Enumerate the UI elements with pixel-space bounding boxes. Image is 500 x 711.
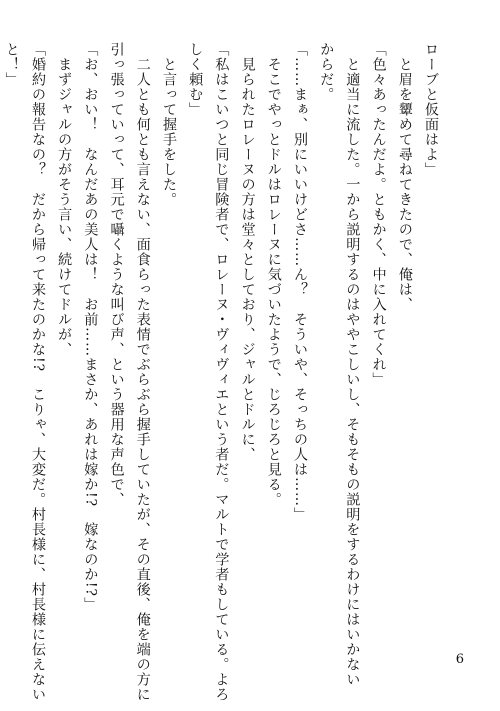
text-line-3: 「色々あったんだよ。ともかく、中に入れてくれ」 — [370, 42, 387, 387]
text-line-11: と言って握手をした。 — [160, 42, 177, 207]
text-line-16: 「婚約の報告なの？ だから帰って来たのかな!? こりゃ、大変だ。村長様に、村長様に伝えない — [29, 42, 46, 702]
vertical-text-block — [0, 42, 444, 702]
text-line-14: 「お、おい！ なんだあの美人は！ お前……まさか、あれは嫁か!? 嫁なのか!?」 — [82, 42, 99, 612]
text-line-6: 「……まぁ、別にいいけどさ……ん？ そういや、そっちの人は……」 — [291, 42, 308, 522]
text-line-17: と！」 — [3, 42, 20, 87]
text-line-9: 「私はこいつと同じ冒険者で、ロレーヌ・ヴィヴィエという者だ。マルトで学者もしている。よろ — [213, 42, 230, 702]
text-line-12: 二人とも何とも言えない、面食らった表情でぶらぶら握手していたが、その直後、俺を端の方に — [134, 42, 151, 702]
text-line-13: 引っ張っていって、耳元で囁くような叫び声、という器用な声色で、 — [108, 42, 125, 507]
text-line-8: 見られたロレーヌの方は堂々としており、ジャルとドルに、 — [239, 42, 256, 462]
text-line-1: ローブと仮面はよ」 — [423, 42, 439, 177]
page-number: 6 — [455, 652, 464, 667]
text-line-2: と眉を顰めて尋ねてきたので、俺は、 — [396, 42, 413, 312]
text-line-10: しく頼む」 — [187, 42, 204, 117]
text-line-15: まずジャルの方がそう言い、続けてドルが、 — [56, 42, 73, 357]
text-line-5: からだ。 — [318, 42, 335, 102]
text-line-4: と適当に流した。一から説明するのはややこしいし、そもそもの説明をするわけにはいかない — [344, 42, 361, 687]
text-line-7: そこでやっとドルはロレーヌに気づいたようで、じろじろと見る。 — [265, 42, 282, 507]
